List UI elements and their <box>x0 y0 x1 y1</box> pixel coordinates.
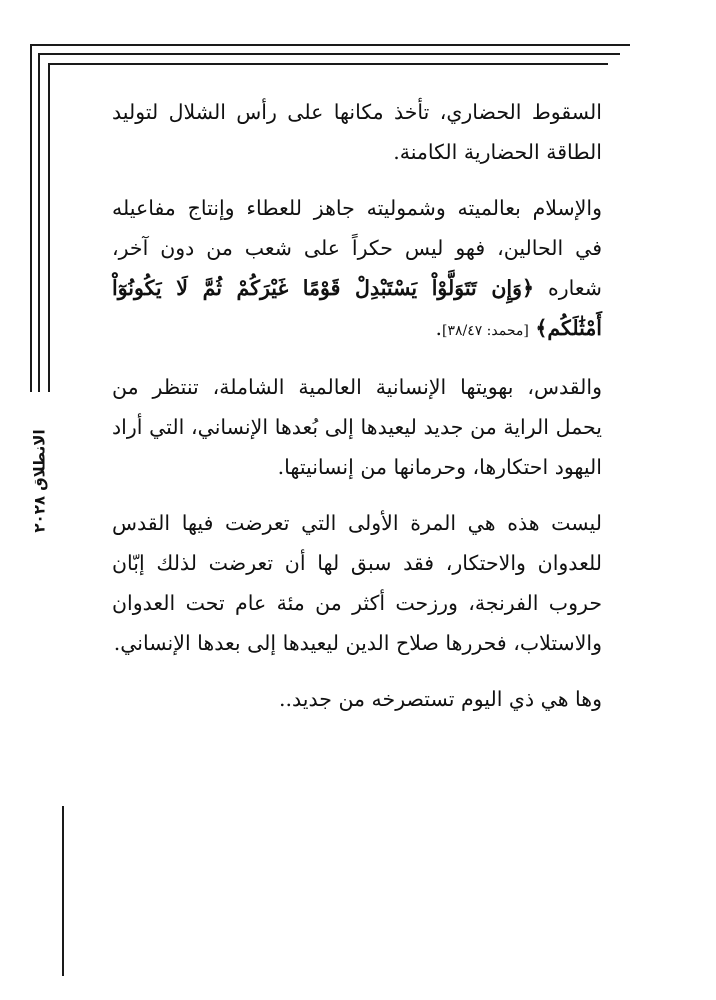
verse-reference: [محمد: ٣٨/٤٧] <box>441 323 529 339</box>
frame-top-line-2 <box>38 53 620 55</box>
frame-left-line-1 <box>30 44 32 392</box>
islam-text: والإسلام بعالميته وشموليته جاهز للعطاء وإنتاج مفاعيله في الحالين، فهو ليس حكراً على شعب من دون آخر، شعاره <box>112 196 602 300</box>
running-header <box>14 396 66 566</box>
islam-end: . <box>435 316 442 340</box>
paragraph-quds: والقدس، بهويتها الإنسانية العالمية الشاملة، تنتظر من يحمل الراية من جديد ليعيدها إلى بُعدها الإنساني، التي أراد اليهود احتكارها، وحرمانها من إنسانيتها. <box>112 375 602 479</box>
frame-left-line-bottom <box>62 806 64 976</box>
frame-top-line-3 <box>48 63 608 65</box>
frame-left-line-3 <box>48 63 50 392</box>
frame-left-line-2 <box>38 53 40 392</box>
quran-verse: ﴿وَإِن تَتَوَلَّوْاْ يَسْتَبْدِلْ قَوْمًا غَيْرَكُمْ ثُمَّ لَا يَكُونُوٓاْ أَمْثَٰلَكُم﴾ <box>112 276 602 340</box>
paragraph-islam <box>112 188 602 351</box>
paragraph-history: ليست هذه هي المرة الأولى التي تعرضت فيها القدس للعدوان والاحتكار، فقد سبق لها أن تعرضت لذلك إبّان حروب الفرنجة، ورزحت أكثر من مئة عام تحت العدوان والاستلاب، فحررها صلاح الدين ليعيدها إلى بعدها الإنساني. <box>112 511 602 655</box>
paragraph-1: السقوط الحضاري، تأخذ مكانها على رأس الشلال لتوليد الطاقة الحضارية الكامنة. <box>112 100 602 164</box>
frame-top-line-1 <box>30 44 630 46</box>
paragraph-closing: وها هي ذي اليوم تستصرخه من جديد.. <box>279 687 602 711</box>
page-body <box>112 92 602 735</box>
running-header-text: الانطلاق ٢٠٢٨ <box>31 429 50 533</box>
